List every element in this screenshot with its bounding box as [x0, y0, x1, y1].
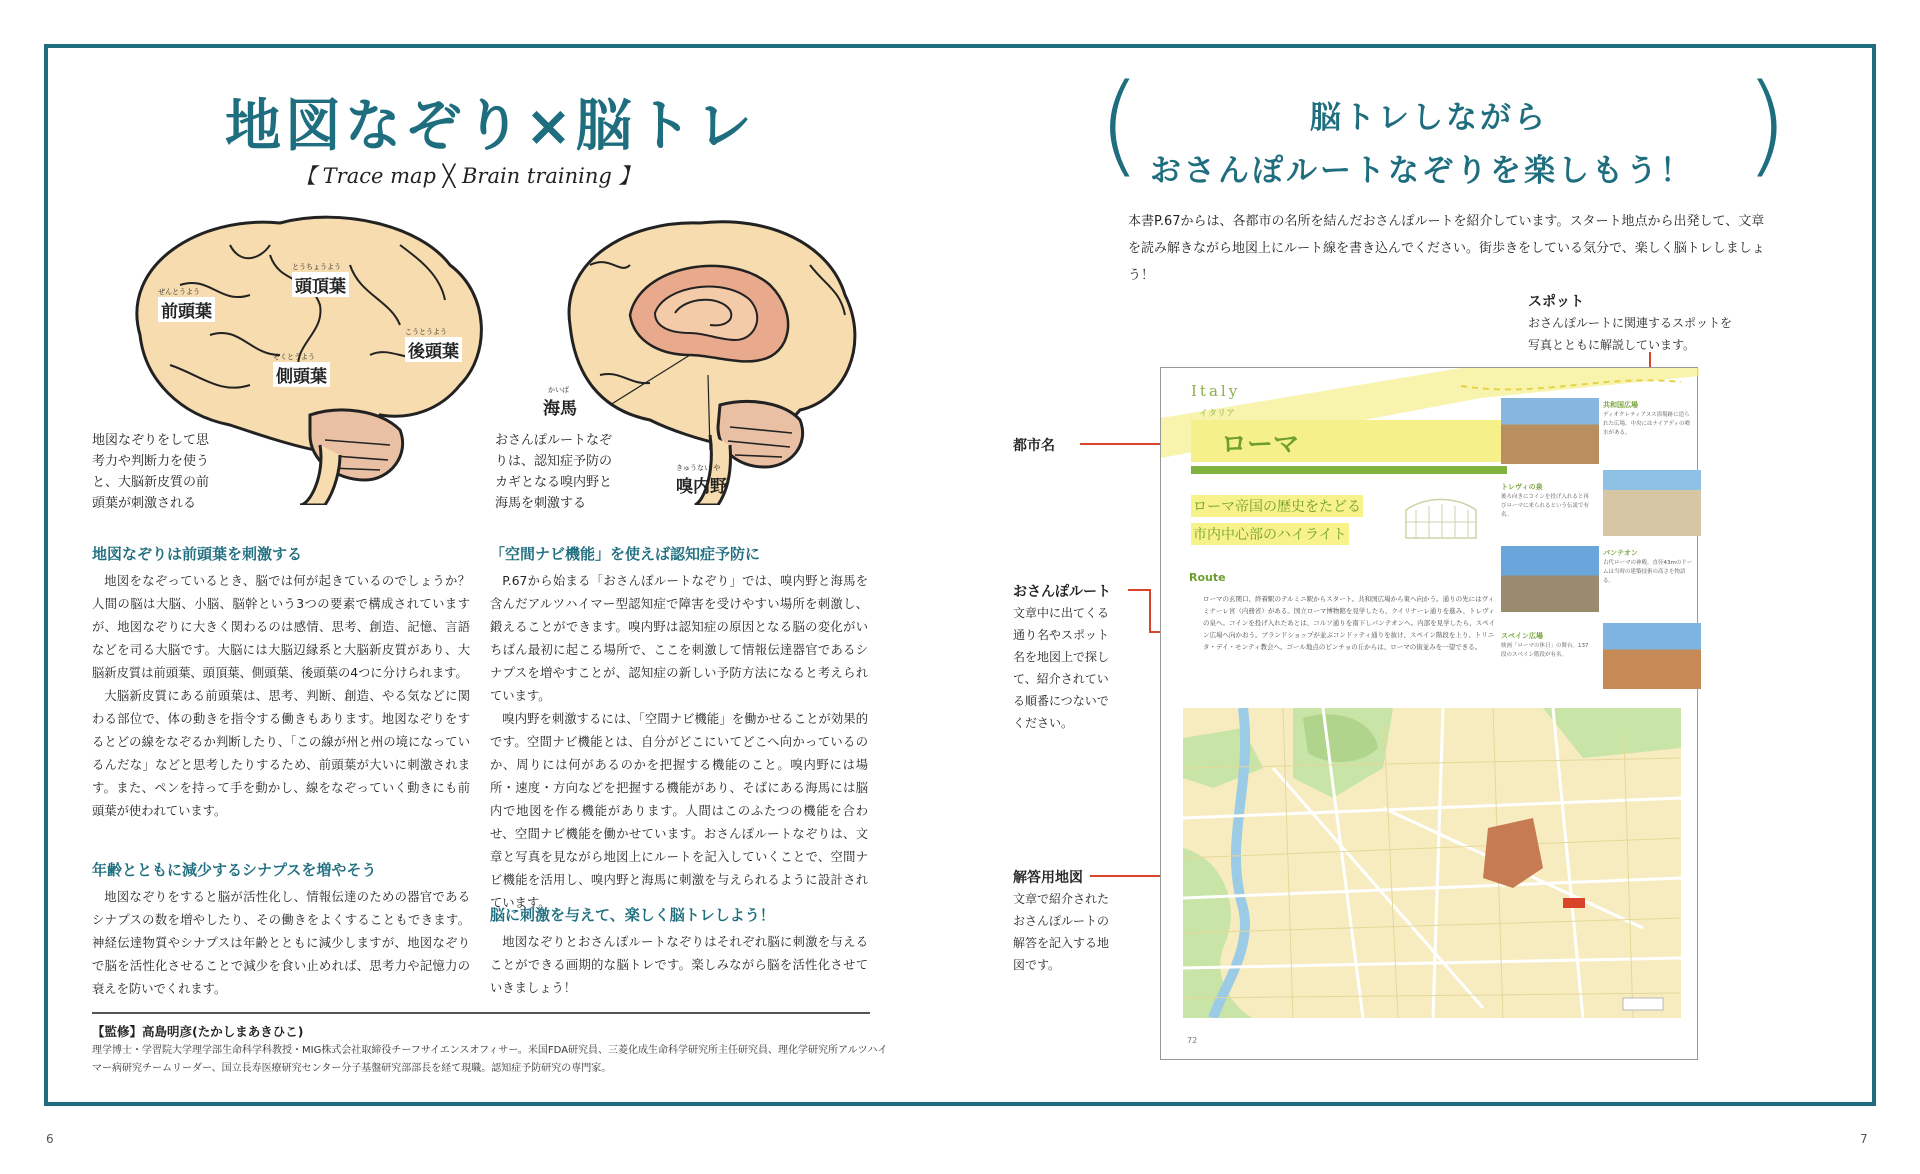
section-body: 地図なぞりをすると脳が活性化し、情報伝達のための器官であるシナプスの数を増やしたり、その働きをよくすることもできます。神経伝達物質やシナプスは年齢とともに減少しますが、地図なぞりで脳を活性化させることで減少を食い止めれば、思考力や記憶力の衰えを防いでくれます。 [92, 890, 470, 996]
annotation-city-heading: 都市名 [1013, 438, 1055, 454]
label-temporal-lobe: 側頭葉 [273, 362, 330, 387]
label-occipital-lobe: 後頭葉 [405, 337, 462, 362]
supervisor-heading: 【監修】高島明彦(たかしまあきひこ) [92, 1024, 304, 1039]
spot-photo-1 [1501, 398, 1599, 464]
label-frontal-lobe: 前頭葉 [158, 297, 215, 322]
label-parietal-lobe: 頭頂葉 [292, 272, 349, 297]
annotation-spot-heading: スポット [1528, 294, 1584, 310]
page-subtitle: 【 Trace map ╳ Brain training 】 [295, 164, 640, 188]
section-heading: 地図なぞりは前頭葉を刺激する [92, 545, 303, 563]
page-title: 地図なぞり×脳トレ [225, 94, 756, 159]
answer-map [1183, 708, 1681, 1018]
parietal-ruby: とうちょうよう [292, 263, 341, 271]
frontal-ruby: ぜんとうよう [158, 288, 200, 296]
colosseum-icon [1401, 488, 1481, 548]
spot-name: トレヴィの泉 [1501, 483, 1543, 491]
sample-tagline-1: ローマ帝国の歴史をたどる [1191, 495, 1363, 517]
spot-text: 映画「ローマの休日」の舞台。137段のスペイン階段が有名。 [1501, 643, 1589, 658]
temporal-ruby: そくとうよう [273, 353, 315, 361]
section-heading: 年齢とともに減少するシナプスを増やそう [92, 861, 377, 879]
spot-photo-2 [1603, 470, 1701, 536]
sample-page [1160, 367, 1698, 1060]
spot-photo-3 [1501, 546, 1599, 612]
annotation-map-text: 文章で紹介された おさんぽルートの 解答を記入する地 図です。 [1013, 892, 1110, 972]
sample-tagline-2: 市内中心部のハイライト [1191, 523, 1349, 545]
supervisor-text: 理学博士・学習院大学理学部生命科学科教授・MIG株式会社取締役チーフサイエンスオフィサー。米国FDA研究員、三菱化成生命科学研究所主任研究員、理化学研究所アルツハイマー病研究チームリーダー、国立長寿医療研究センター分子基盤研究部部長を経て現職。認知症予防研究の専門家。 [92, 1045, 888, 1074]
spot-name: パンテオン [1603, 549, 1638, 557]
sample-page-number: 72 [1187, 1036, 1198, 1045]
hippocampus-ruby: かいば [548, 386, 569, 394]
section-body: P.67から始まる「おさんぽルートなぞり」では、嗅内野と海馬を含んだアルツハイマー型認知症で障害を受けやすい場所を刺激し、鍛えることができます。嗅内野は認知症の原因となる脳の変化がいちばん最初に起こる場所で、ここを刺激して情報伝達器官であるシナプスを増やすことが、認知症の新しい予防方法になると考えられています。 嗅内野を刺激するには、「空間ナビ機能」を働かせることが効果的です。空間ナビ機能とは、自分がどこにいてどこへ向かっているのか、周りには何があるのかを把握する機能のこと。嗅内野には場所・速度・方向などを把握する機能があり、そばにある海馬には脳内で地図を作る機能があります。人間はこのふたつの機能を合わせ、空間ナビ機能を働かせています。おさんぽルートなぞりは、文章と写真を見ながら地図上にルートを記入していくことで、空間ナビ機能を活用し、嗅内野と海馬に刺激を与えられるように設計されています。 [490, 574, 868, 910]
bracket-open: ( [1098, 60, 1141, 188]
label-entorhinal-cortex: 嗅内野 [676, 477, 727, 497]
intro-text: 本書P.67からは、各都市の名所を結んだおさんぽルートを紹介しています。スタート地点から出発して、文章を読み解きながら地図上にルート線を書き込んでください。街歩きをしている気分で、楽しく脳トレしましょう！ [1128, 214, 1765, 283]
right-heading-line2: おさんぽルートなぞりを楽しもう！ [1150, 153, 1694, 189]
sample-country-ja: イタリア [1199, 409, 1236, 419]
annotation-route-text: 文章中に出てくる 通り名やスポット 名を地図上で探し て、紹介されてい る順番につないで ください。 [1013, 606, 1110, 730]
brain-caption-left: 地図なぞりをして思 考力や判断力を使う と、大脳新皮質の前 頭葉が刺激される [92, 433, 210, 511]
sample-route-label: Route [1189, 571, 1226, 584]
spot-photo-4 [1603, 623, 1701, 689]
sample-city-banner [1191, 420, 1507, 462]
sample-route-text: ローマの玄関口、終着駅のテルミニ駅からスタート。共和国広場から東へ向かう。通りの先にはヴィミナーレ宮（内務省）がある。国立ローマ博物館を見学したら、クイリナーレ通りを進み、トレヴィの泉へ。コインを投げ入れたあとは、コルソ通りを南下しパンテオンへ。内部を見学したら、スペイン広場へ向かおう。ブランドショップが並ぶコンドッティ通りを抜け、スペイン階段を上り、トリニタ・デイ・モンティ教会へ。ゴール地点のピンチョの丘からは、ローマの街並みを一望できる。 [1203, 595, 1496, 651]
annotation-spot-text: おさんぽルートに関連するスポットを 写真とともに解説しています。 [1528, 316, 1733, 352]
occipital-ruby: こうとうよう [405, 328, 447, 336]
section-heading: 「空間ナビ機能」を使えば認知症予防に [490, 545, 761, 563]
brain-caption-right: おさんぽルートなぞ りは、認知症予防の カギとなる嗅内野と 海馬を刺激する [495, 433, 613, 511]
annotation-map-heading: 解答用地図 [1013, 870, 1083, 886]
right-heading-line1: 脳トレしながら [1310, 100, 1548, 136]
section-body: 地図なぞりとおさんぽルートなぞりはそれぞれ脳に刺激を与えることができる画期的な脳トレです。楽しみながら脳を活性化させていきましょう！ [490, 935, 868, 995]
page-number-left: 6 [46, 1132, 54, 1146]
sample-country: Italy [1191, 382, 1241, 400]
annotation-route-heading: おさんぽルート [1013, 584, 1111, 600]
sample-city-rule [1191, 466, 1507, 474]
spot-text: 後ろ向きにコインを投げ入れると再びローマに来られるという伝説で有名。 [1501, 494, 1590, 518]
section-heading: 脳に刺激を与えて、楽しく脳トレしよう！ [490, 906, 775, 924]
label-hippocampus: 海馬 [543, 399, 577, 419]
entorhinal-ruby: きゅうない や [676, 464, 721, 472]
bracket-close: ) [1745, 60, 1788, 188]
page-number-right: 7 [1860, 1132, 1868, 1146]
spot-name: スペイン広場 [1501, 632, 1543, 640]
spot-text: ディオクレティアヌス浴場跡に造られた広場。中央にはナイアディの噴水がある。 [1603, 412, 1691, 436]
spot-name: 共和国広場 [1603, 401, 1638, 409]
section-body: 地図をなぞっているとき、脳では何が起きているのでしょうか？人間の脳は大脳、小脳、脳幹という3つの要素で構成されていますが、地図なぞりに大きく関わるのは感情、思考、創造、記憶、言語などを司る大脳です。大脳には大脳辺縁系と大脳新皮質があり、大脳新皮質は前頭葉、頭頂葉、側頭葉、後頭葉の4つに分けられます。 大脳新皮質にある前頭葉は、思考、判断、創造、やる気などに関わる部位で、体の動きを指令する働きもあります。地図なぞりをするとどの線をなぞるか判断したり、「この線が州と州の境になっているんだな」などと思考したりするため、前頭葉が大いに刺激されます。また、ペンを持って手を動かし、線をなぞっていく動きにも前頭葉が使われています。 [92, 574, 470, 818]
spot-text: 古代ローマの神殿。直径43mのドームは当時の建築技術の高さを物語る。 [1603, 560, 1693, 584]
sample-city-name: ローマ [1221, 430, 1300, 460]
